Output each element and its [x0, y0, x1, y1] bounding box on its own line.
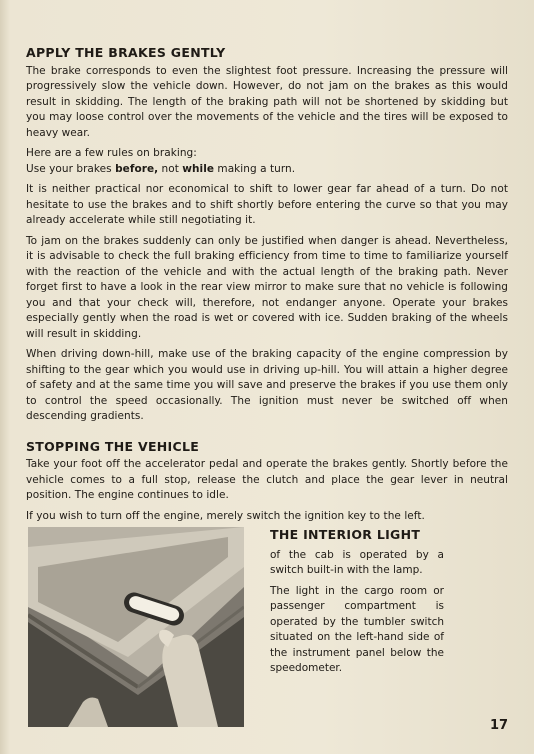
- interior-lamp-photo: [28, 527, 244, 727]
- rule-emph-while: while: [182, 162, 215, 175]
- page-number: 17: [490, 718, 509, 733]
- rule-text-a: Use your brakes: [26, 162, 116, 175]
- paragraph-stopping: Take your foot off the accelerator pedal and operate the brakes gently. Shortly before the vehicle comes to a full stop, release the clutch and place the gear lever in neutral position. The engine continues to idle.: [26, 458, 508, 501]
- interior-light-section: [28, 527, 508, 727]
- rules-intro: Here are a few rules on braking:: [26, 147, 197, 159]
- rule-before-turn: [26, 162, 508, 178]
- paragraph-cab-light: of the cab is operated by a switch built-in with the lamp.: [270, 548, 444, 576]
- paragraph-cargo-light: The light in the cargo room or passenger compartment is operated by the tumbler switch situated on the left-hand side of the instrument panel below the speedometer.: [270, 584, 444, 674]
- rule-text-c: making a turn.: [214, 162, 296, 175]
- rule-emph-before: before,: [115, 162, 159, 175]
- paragraph-ignition-key: If you wish to turn off the engine, merely switch the ignition key to the left.: [26, 509, 425, 522]
- main-text: [26, 45, 508, 529]
- paragraph-down-hill: When driving down-hill, make use of the braking capacity of the engine compression by shifting to the gear which you would use in driving up-hill. You will attain a higher degree of safety and at the same time you will save and preserve the brakes if you use them only to control the speed occasionally. The ignition must never be switched off when descending gradients.: [26, 348, 508, 422]
- paragraph-jam-brakes: To jam on the brakes suddenly can only be justified when danger is ahead. Nevertheless, it is advisable to check the full braking efficiency from time to time to familiarize yourself with the reaction of the vehicle and with the actual length of the braking path. Never forget first to have a look in the rear view mirror to make sure that no vehicle is following you and that your check will, therefore, not endanger anyone. Operate your brakes especially gently when the road is wet or covered with ice. Sudden braking of the wheels will result in skidding.: [26, 234, 508, 340]
- paragraph-shift-gear: It is neither practical nor economical to shift to lower gear far ahead of a turn. Do not hesitate to use the brakes and to shift shortly before entering the curve so that you may already accelerate while still negotiating it.: [26, 183, 508, 226]
- heading-apply-brakes: APPLY THE BRAKES GENTLY: [26, 45, 226, 60]
- rule-text-b: not: [158, 162, 183, 175]
- heading-interior-light: THE INTERIOR LIGHT: [270, 527, 421, 542]
- paragraph-brake-pressure: The brake corresponds to even the slightest foot pressure. Increasing the pressure will progressively slow the vehicle down. However, do not jam on the brakes as this would result in skidding. The length of the braking path will not be shortened by skidding but you may loose control over the movements of the vehicle and the tires will be exposed to heavy wear.: [26, 64, 508, 139]
- interior-light-text: [270, 527, 444, 682]
- heading-stopping-vehicle: STOPPING THE VEHICLE: [26, 438, 200, 454]
